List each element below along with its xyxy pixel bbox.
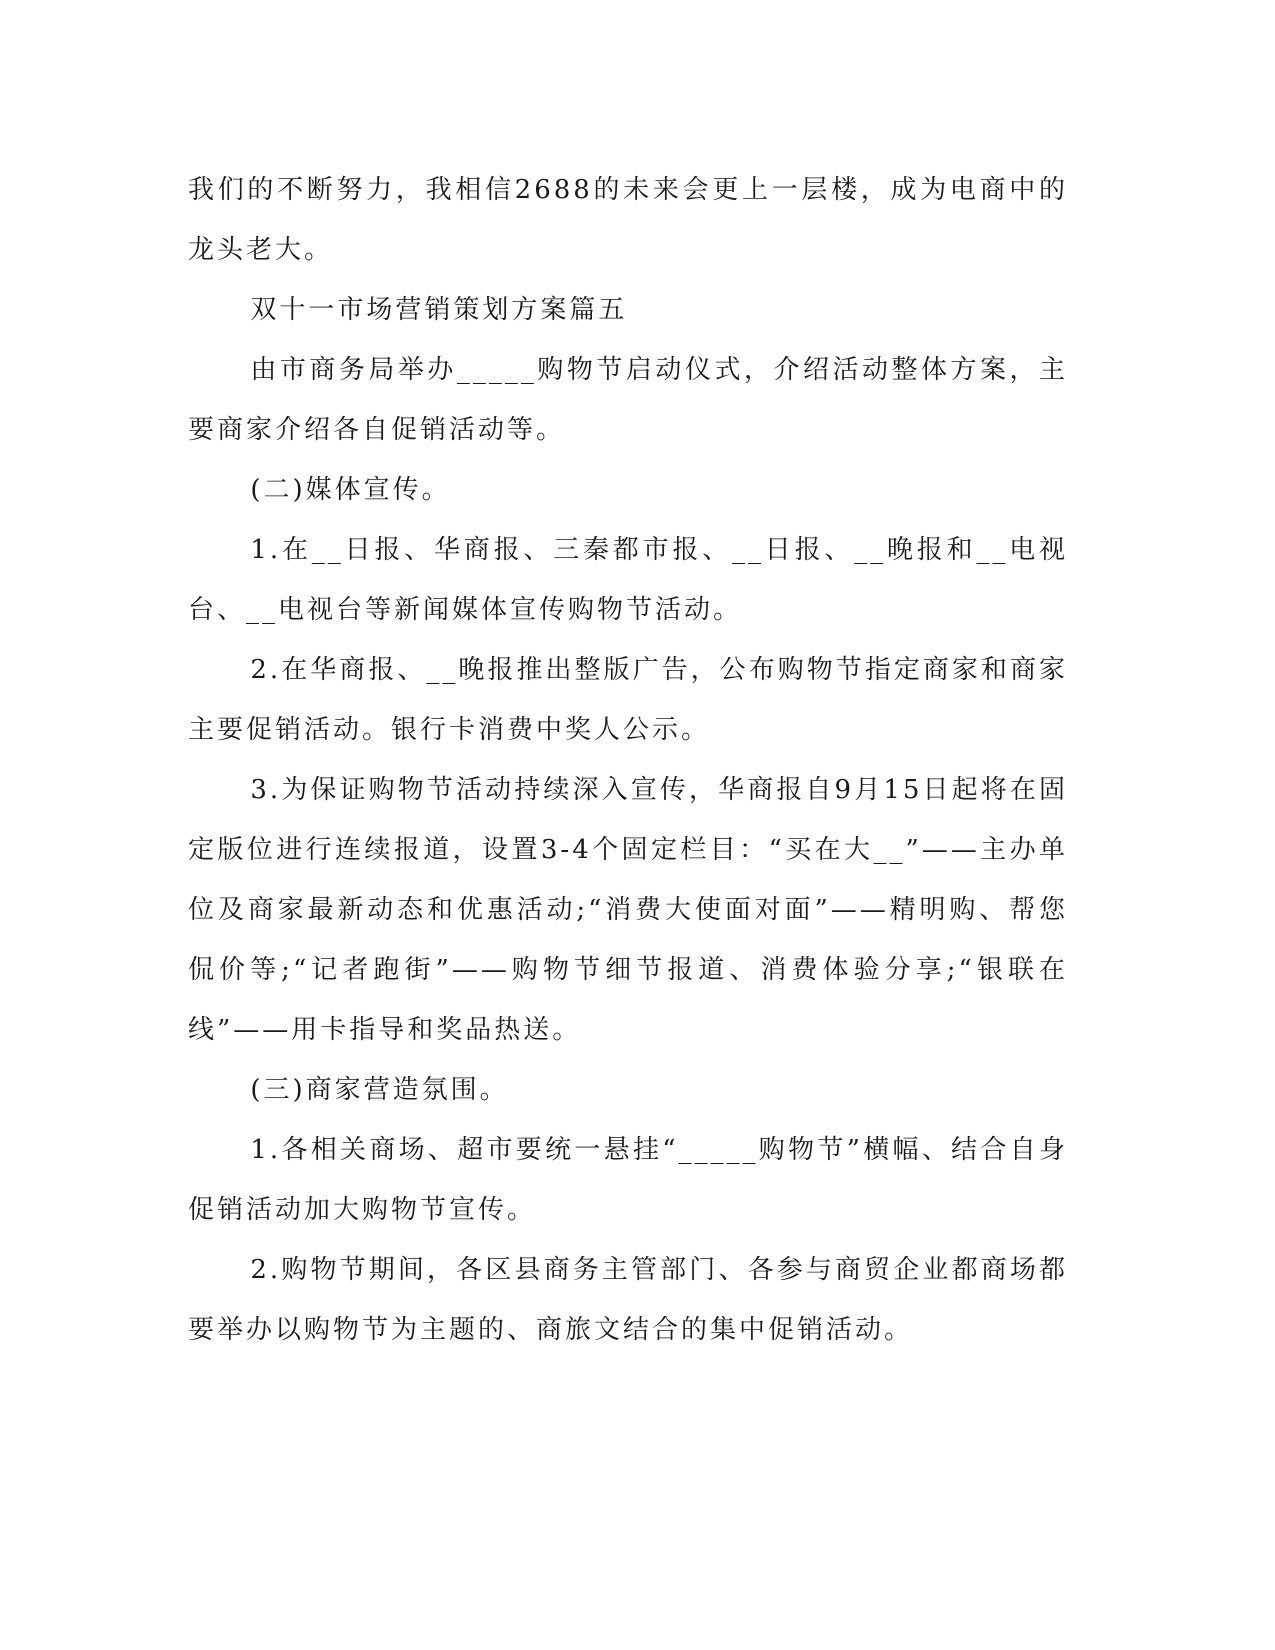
subheading-media-promotion: (二)媒体宣传。 — [250, 475, 451, 505]
paragraph-media-item-1: 1.在__日报、华商报、三秦都市报、__日报、__晚报和__电视台、__电视台等新闻媒体宣传购物节活动。 — [188, 535, 1068, 625]
section-heading: 双十一市场营销策划方案篇五 — [250, 295, 628, 325]
subheading-merchant-atmosphere: (三)商家营造氛围。 — [250, 1075, 509, 1105]
paragraph-launch-ceremony: 由市商务局举办_____购物节启动仪式，介绍活动整体方案，主要商家介绍各自促销活动等。 — [188, 355, 1068, 445]
document-body — [188, 160, 1068, 1360]
paragraph-media-item-2: 2.在华商报、__晚报推出整版广告，公布购物节指定商家和商家主要促销活动。银行卡消费中奖人公示。 — [188, 655, 1068, 745]
paragraph-media-item-3: 3.为保证购物节活动持续深入宣传，华商报自9月15日起将在固定版位进行连续报道，设置3-4个固定栏目：“买在大__”——主办单位及商家最新动态和优惠活动;“消费大使面对面”——精明购、帮您侃价等;“记者跑街”——购物节细节报道、消费体验分享;“银联在线”——用卡指导和奖品热送。 — [188, 775, 1068, 1045]
paragraph-merchant-item-2: 2.购物节期间，各区县商务主管部门、各参与商贸企业都商场都要举办以购物节为主题的、商旅文结合的集中促销活动。 — [188, 1255, 1068, 1345]
paragraph-continuation: 我们的不断努力，我相信2688的未来会更上一层楼，成为电商中的龙头老大。 — [188, 175, 1068, 265]
paragraph-merchant-item-1: 1.各相关商场、超市要统一悬挂“_____购物节”横幅、结合自身促销活动加大购物节宣传。 — [188, 1135, 1068, 1225]
